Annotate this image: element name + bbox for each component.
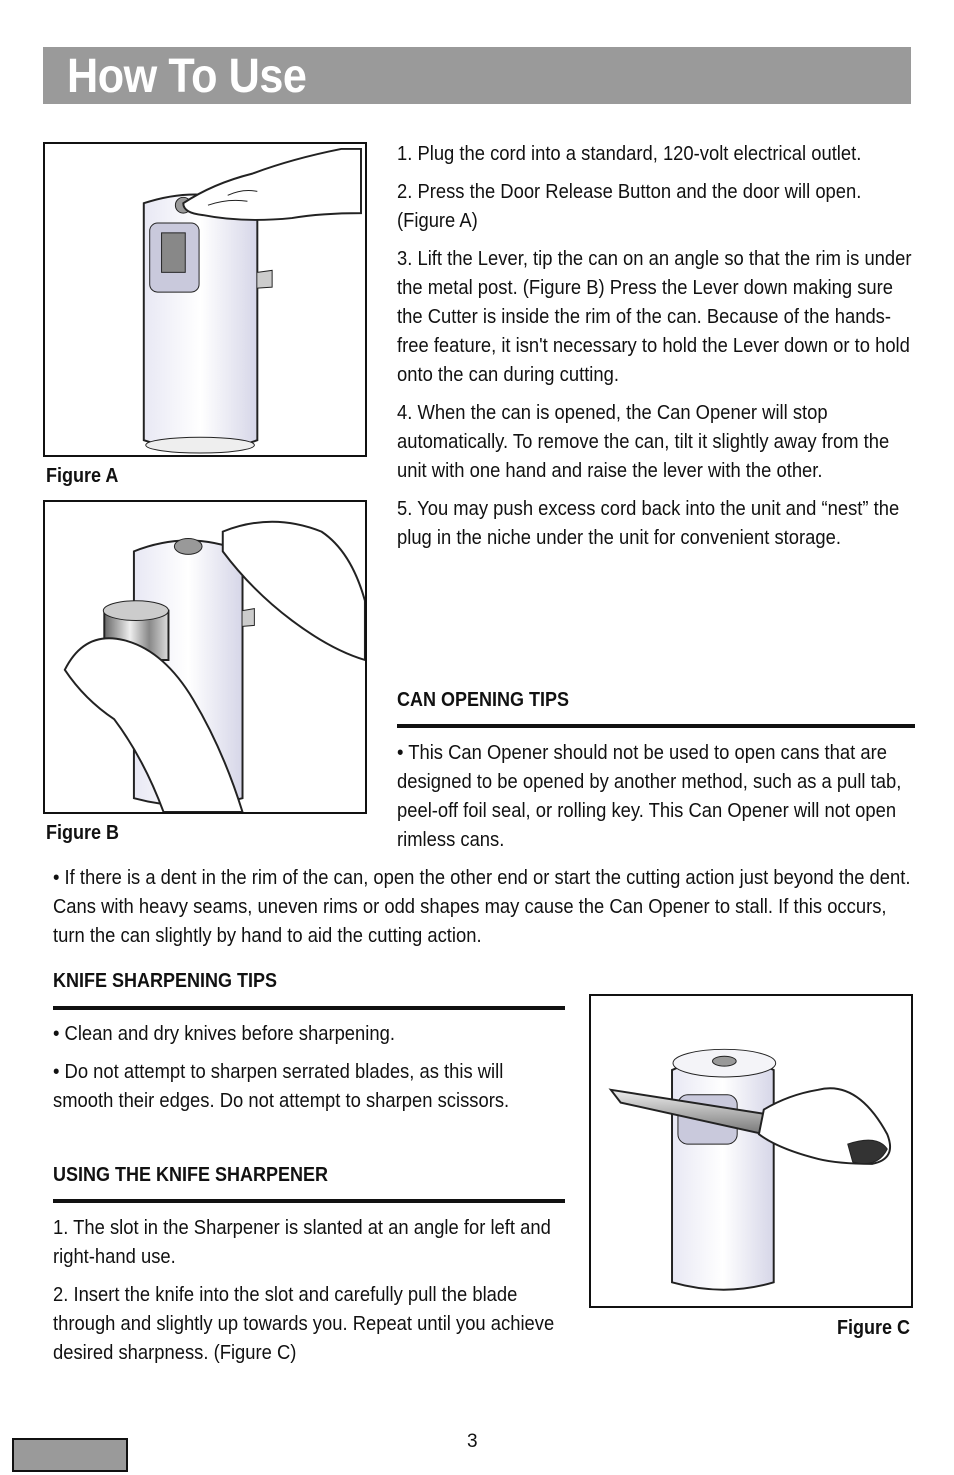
sharpener-step-1: 1. The slot in the Sharpener is slanted at an angle for left and right-hand use. <box>53 1217 551 1268</box>
can-tip-1: • This Can Opener should not be used to open cans that are designed to be opened by another method, such as a pull tab, peel-off foil seal, or rolling key. This Can Opener will not open rimless cans. <box>397 742 902 851</box>
step-1: 1. Plug the cord into a standard, 120-volt electrical outlet. <box>397 143 862 165</box>
knife-tips-list <box>53 1020 565 1125</box>
knife-tips-rule <box>53 1006 565 1010</box>
knife-tip-1: • Clean and dry knives before sharpening. <box>53 1023 395 1045</box>
knife-tip-2: • Do not attempt to sharpen serrated blades, as this will smooth their edges. Do not attempt to sharpen scissors. <box>53 1061 510 1112</box>
figure-b-image <box>43 500 367 814</box>
figure-a-caption: Figure A <box>46 465 119 487</box>
step-3: 3. Lift the Lever, tip the can on an angle so that the rim is under the metal post. (Figure B) Press the Lever down making sure the Cutter is inside the rim of the can. Because of the hands-free feature, it isn't necessary to hold the Lever down or to hold onto the can during cutting. <box>397 248 912 386</box>
knife-tips-heading: KNIFE SHARPENING TIPS <box>53 970 278 992</box>
page-header <box>43 47 911 104</box>
page-number: 3 <box>467 1431 478 1452</box>
can-tips-heading: CAN OPENING TIPS <box>397 689 570 711</box>
figure-a-image <box>43 142 367 457</box>
sharpener-heading: USING THE KNIFE SHARPENER <box>53 1164 329 1186</box>
knife-sharpener-illustration <box>591 996 911 1306</box>
step-2: 2. Press the Door Release Button and the door will open. (Figure A) <box>397 181 862 232</box>
sharpener-rule <box>53 1199 565 1203</box>
step-5: 5. You may push excess cord back into the unit and “nest” the plug in the niche under the unit for convenient storage. <box>397 498 900 549</box>
can-tip-2: • If there is a dent in the rim of the can, open the other end or start the cutting action just beyond the dent. Cans with heavy seams, uneven rims or odd shapes may cause the Can Opener to stall. If this occurs, turn the can slightly by hand to aid the cutting action. <box>53 867 911 947</box>
sharpener-steps <box>53 1214 565 1377</box>
page-tab-marker <box>12 1438 128 1472</box>
page-title: How To Use <box>67 50 307 103</box>
step-4: 4. When the can is opened, the Can Opener will stop automatically. To remove the can, tilt it slightly away from the unit with one hand and raise the lever with the other. <box>397 402 890 482</box>
can-opener-illustration-a <box>45 144 365 455</box>
figure-c-image <box>589 994 913 1308</box>
can-opener-illustration-b <box>45 502 365 812</box>
figure-c-caption: Figure C <box>836 1317 910 1339</box>
can-tips-rule <box>397 724 915 728</box>
steps-list <box>397 140 912 562</box>
figure-b-caption: Figure B <box>46 822 120 844</box>
sharpener-step-2: 2. Insert the knife into the slot and carefully pull the blade through and slightly up towards you. Repeat until you achieve desired sharpness. (Figure C) <box>53 1284 555 1364</box>
